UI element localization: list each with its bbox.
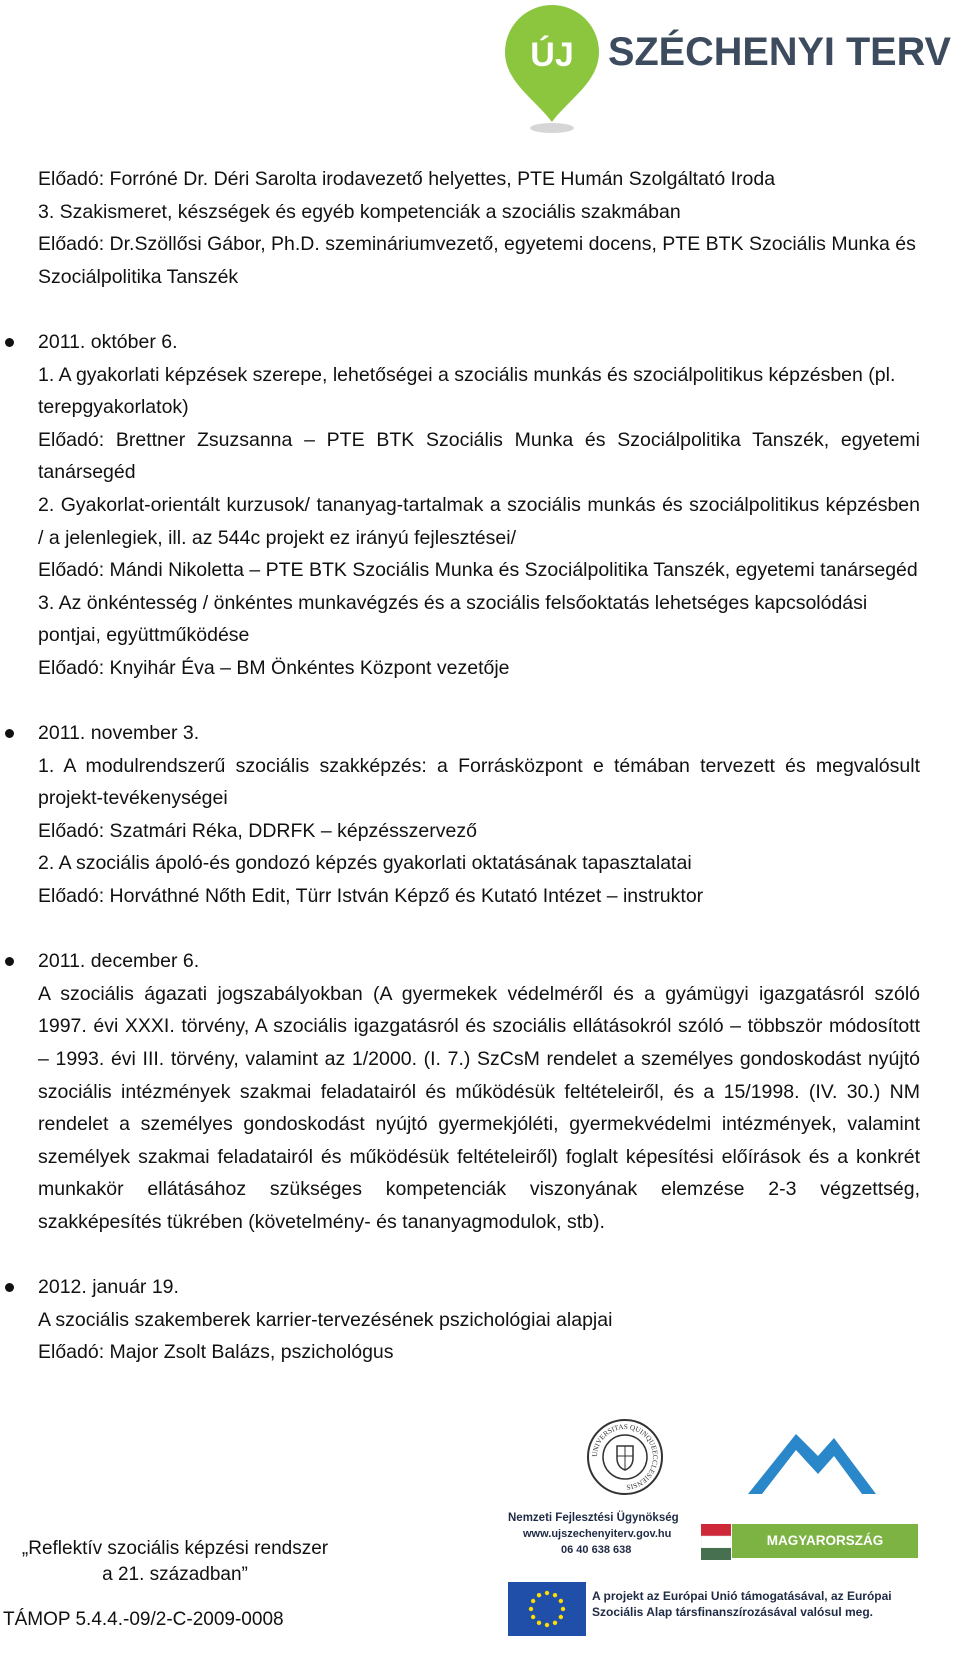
funding-banner (508, 1512, 926, 1644)
section-date: 2011. december 6. (38, 945, 920, 978)
eu-star-icon (545, 1623, 549, 1627)
hungary-slogan: MAGYARORSZÁG MEGÚJUL (732, 1524, 918, 1558)
eu-star-icon (537, 1621, 541, 1625)
eu-flag-icon (508, 1582, 586, 1636)
seal-text: UNIVERSITAS QUINQUEECCLESIENSIS (590, 1422, 660, 1492)
section-paragraph: A szociális szakemberek karrier-tervezésének pszichológiai alapjai (38, 1308, 613, 1331)
section-paragraph: A szociális ágazati jogszabályokban (A gyermekek védelméről és a gyámügyi igazgatásról szóló 1997. évi XXXI. törvény, A szociális igazgatásról és szociális ellátásokról szóló – többször módosított – 1993. évi III. törvény, valamint az 1/2000. (I. 7.) SzCsM rendelet a személyes gondoskodást nyújtó szociális intézmények szakmai feladatairól és működésük feltételeiről, és a 15/1998. (IV. 30.) NM rendelet a személyes gondoskodást nyújtó gyermekjóléti, gyermekvédelmi intézmények, valamint személyek szakmai feladatairól és működésük feltételeiről) foglalt képesítési előírások és a konkrét munkakör ellátásához szükséges kompetenciák viszonyának elemzése 2-3 végzettség, szakképesítés tükrében (követelmény- és tananyagmodulok, stb). (38, 982, 920, 1233)
intro-line: 3. Szakismeret, készségek és egyéb kompetenciák a szociális szakmában (38, 200, 681, 223)
section-paragraph: 1. A gyakorlati képzések szerepe, lehetőségei a szociális munkás és szociálpolitikus képzésben (pl. terepgyakorlatok) (38, 363, 896, 419)
eu-statement-line: Szociális Alap társfinanszírozásával valósul meg. (592, 1605, 873, 1619)
logo-badge-text: ÚJ (530, 36, 574, 74)
eu-star-icon (559, 1615, 563, 1619)
eu-star-icon (529, 1607, 533, 1611)
document-body (38, 163, 920, 1369)
section-date: 2011. október 6. (38, 326, 920, 359)
eu-star-icon (537, 1593, 541, 1597)
project-title-line: „Reflektív szociális képzési rendszer (21, 1538, 329, 1559)
agency-url: www.ujszechenyiterv.gov.hu (523, 1528, 672, 1540)
intro-line: Előadó: Dr.Szöllősi Gábor, Ph.D. szemináriumvezető, egyetemi docens, PTE BTK Szociális Munka és Szociálpolitika Tanszék (38, 233, 916, 288)
eu-star-icon (531, 1599, 535, 1603)
intro-line: Előadó: Forróné Dr. Déri Sarolta irodavezető helyettes, PTE Humán Szolgáltató Iroda (38, 168, 776, 190)
section-paragraph: Előadó: Horváthné Nőth Edit, Türr István Képző és Kutató Intézet – instruktor (38, 885, 704, 908)
eu-star-icon (553, 1593, 557, 1597)
szechenyi-terv-logo (505, 4, 955, 139)
section-paragraph: 2. Gyakorlat-orientált kurzusok/ tananyag-tartalmak a szociális munkás és szociálpolitikus képzésben / a jelenlegiek, ill. az 544c projekt ez irányú fejlesztései/ (38, 493, 920, 549)
section-paragraph: Előadó: Knyihár Éva – BM Önkéntes Központ vezetője (38, 656, 510, 679)
eu-star-icon (561, 1607, 565, 1611)
eu-star-icon (545, 1591, 549, 1595)
project-title-line: a 21. században” (102, 1563, 248, 1585)
agency-name: Nemzeti Fejlesztési Ügynökség (508, 1512, 679, 1524)
section-paragraph: Előadó: Major Zsolt Balázs, pszichológus (38, 1341, 394, 1364)
eu-star-icon (559, 1599, 563, 1603)
section-paragraph: Előadó: Szatmári Réka, DDRFK – képzésszervező (38, 819, 477, 842)
mountain-logo-icon (746, 1416, 878, 1496)
project-title (0, 1536, 350, 1587)
section-paragraph: 1. A modulrendszerű szociális szakképzés: a Forrásközpont e témában tervezett és megvalósult projekt-tevékenységei (38, 754, 920, 810)
section-paragraph: 2. A szociális ápoló-és gondozó képzés gyakorlati oktatásának tapasztalatai (38, 852, 692, 875)
eu-star-icon (531, 1615, 535, 1619)
eu-funding-statement (592, 1588, 922, 1620)
project-code: TÁMOP 5.4.4.-09/2-C-2009-0008 (3, 1609, 284, 1630)
section-paragraph: Előadó: Mándi Nikoletta – PTE BTK Szociális Munka és Szociálpolitika Tanszék, egyetemi tanársegéd (38, 559, 918, 582)
eu-star-icon (553, 1621, 557, 1625)
section-paragraph: Előadó: Brettner Zsuzsanna – PTE BTK Szociális Munka és Szociálpolitika Tanszék, egyetemi tanársegéd (38, 428, 920, 484)
section-date: 2011. november 3. (38, 717, 920, 750)
section-paragraph: 3. Az önkéntesség / önkéntes munkavégzés és a szociális felsőoktatás lehetséges kapcsolódási pontjai, együttműködése (38, 591, 868, 647)
logo-wordmark: SZÉCHENYI TERV (608, 30, 954, 74)
section-date: 2012. január 19. (38, 1271, 920, 1304)
eu-statement-line: A projekt az Európai Unió támogatásával, az Európai (592, 1589, 892, 1603)
pte-university-seal (586, 1418, 664, 1496)
agency-phone: 06 40 638 638 (561, 1544, 632, 1556)
hungarian-flag-icon (701, 1524, 731, 1560)
